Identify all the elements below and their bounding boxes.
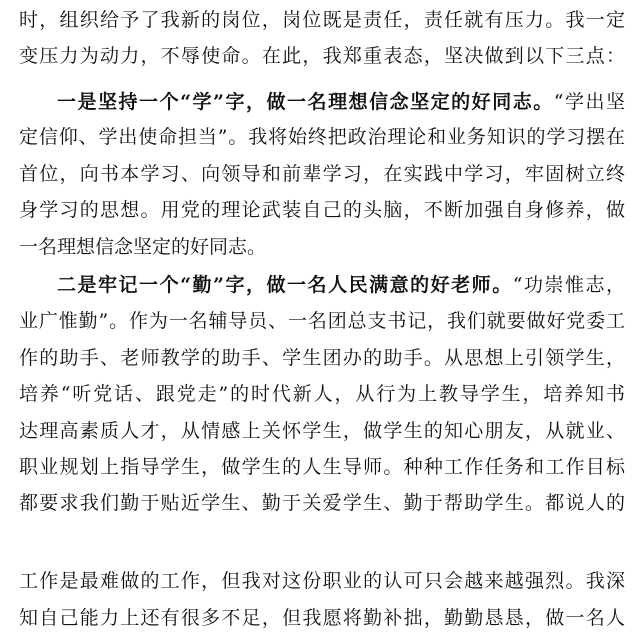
paragraph-line: 业广惟勤”。作为一名辅导员、一名团总支书记，我们就要做好党委工 xyxy=(19,310,625,332)
paragraph-line: 定信仰、学出使命担当”。我将始终把政治理论和业务知识的学习摆在 xyxy=(19,126,625,148)
paragraph-line: 首位，向书本学习、向领导和前辈学习，在实践中学习，牢固树立终 xyxy=(19,163,625,185)
paragraph-line: 作的助手、老师教学的助手、学生团办的助手。从思想上引领学生， xyxy=(19,347,625,369)
paragraph-line: 都要求我们勤于贴近学生、勤于关爱学生、勤于帮助学生。都说人的 xyxy=(19,492,625,514)
quote-start: “学出坚 xyxy=(553,91,625,113)
paragraph-line xyxy=(57,87,625,117)
paragraph-line: 知自己能力上还有很多不足，但我愿将勤补拙，勤勤恳恳，做一名人 xyxy=(19,607,625,629)
quote-start: “功崇惟志， xyxy=(512,274,625,296)
section-heading-study: 一是坚持一个“学”字，做一名理想信念坚定的好同志。 xyxy=(57,91,554,113)
paragraph-line: 职业规划上指导学生，做学生的人生导师。种种工作任务和工作目标 xyxy=(19,456,625,478)
paragraph-line: 变压力为动力，不辱使命。在此，我郑重表态，坚决做到以下三点： xyxy=(19,45,625,67)
paragraph-line: 达理高素质人才，从情感上关怀学生，做学生的知心朋友，从就业、 xyxy=(19,420,625,442)
paragraph-line: 培养“听党话、跟党走”的时代新人，从行为上教导学生，培养知书 xyxy=(19,383,625,405)
paragraph-line: 一名理想信念坚定的好同志。 xyxy=(19,236,267,258)
paragraph-line: 身学习的思想。用党的理论武装自己的头脑，不断加强自身修养，做 xyxy=(19,199,625,221)
paragraph-line: 工作是最难做的工作，但我对这份职业的认可只会越来越强烈。我深 xyxy=(19,570,625,592)
paragraph-line: 时，组织给予了我新的岗位，岗位既是责任，责任就有压力。我一定 xyxy=(19,9,625,31)
paragraph-line xyxy=(57,270,625,300)
section-heading-diligence: 二是牢记一个“勤”字，做一名人民满意的好老师。 xyxy=(57,274,513,296)
